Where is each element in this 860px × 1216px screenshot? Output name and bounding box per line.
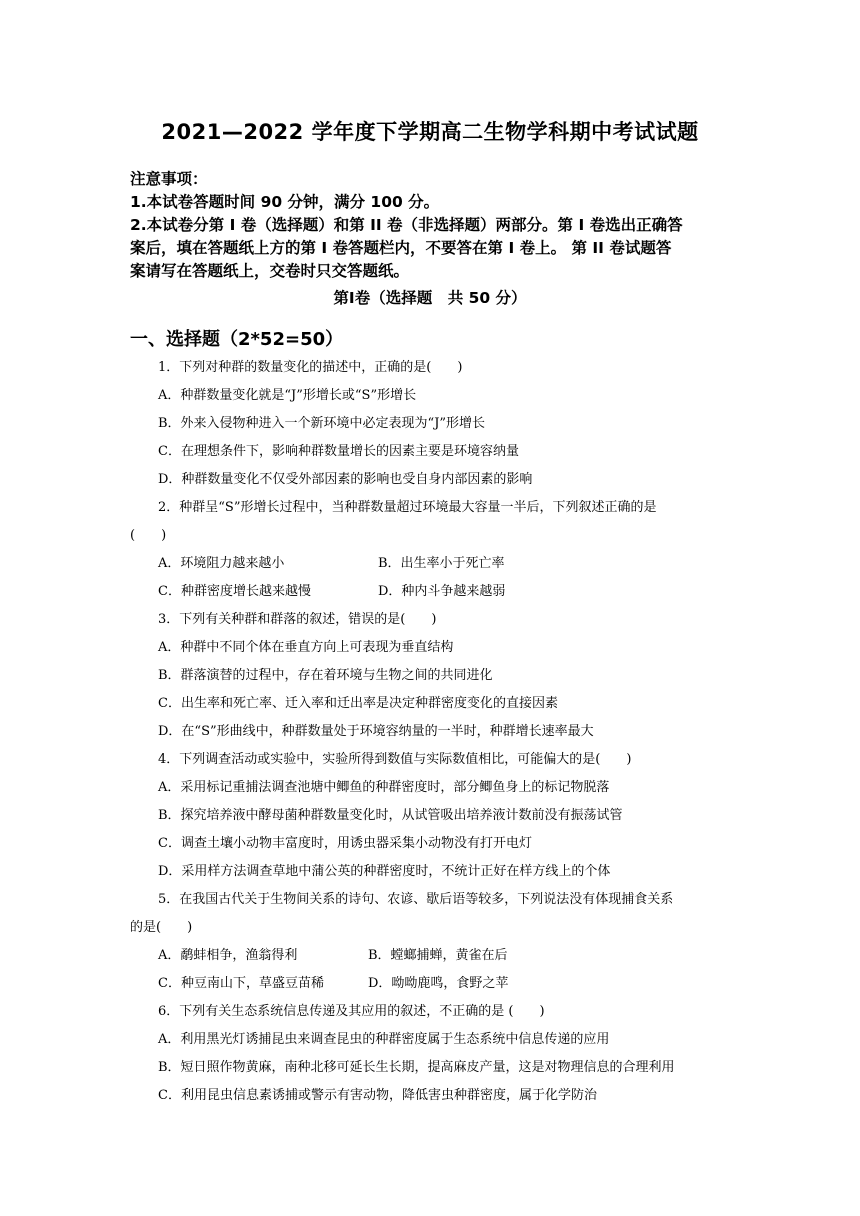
question-6-option-b: B．短日照作物黄麻，南种北移可延长生长期，提高麻皮产量，这是对物理信息的合理利用 (158, 1060, 675, 1075)
question-5-stem-line-2: 的是( ) (130, 920, 193, 935)
question-2-option-b: B．出生率小于死亡率 (378, 556, 505, 571)
question-1-option-a: A．种群数量变化就是“J”形增长或“S”形增长 (158, 388, 417, 403)
notice-heading: 注意事项： (130, 170, 208, 188)
part-heading: 一、选择题（2*52=50） (130, 329, 344, 350)
question-4-option-a: A．采用标记重捕法调查池塘中鲫鱼的种群密度时，部分鲫鱼身上的标记物脱落 (158, 780, 610, 795)
notice-item-1: 1.本试卷答题时间 90 分钟，满分 100 分。 (130, 193, 440, 211)
exam-title: 2021—2022 学年度下学期高二生物学科期中考试试题 (161, 120, 699, 144)
question-2-option-a: A．环境阻力越来越小 (158, 556, 285, 571)
question-list (130, 354, 732, 1110)
question-6-stem: 6．下列有关生态系统信息传递及其应用的叙述，不正确的是 ( ) (158, 1004, 545, 1019)
question-6-option-a: A．利用黑光灯诱捕昆虫来调查昆虫的种群密度属于生态系统中信息传递的应用 (158, 1032, 610, 1047)
question-5-option-b: B．螳螂捕蝉，黄雀在后 (368, 948, 508, 963)
question-2-option-c: C．种群密度增长越来越慢 (158, 584, 311, 599)
notice-block (130, 168, 730, 283)
notice-item-2-line-2: 案后，填在答题纸上方的第 I 卷答题栏内，不要答在第 I 卷上。 第 II 卷试题答 (130, 239, 672, 257)
question-2-options-row-1 (130, 550, 732, 578)
section-title: 第Ⅰ卷（选择题 共 50 分） (333, 289, 527, 307)
question-5-options-row-1 (130, 942, 732, 970)
question-2-stem-line-2: ( ) (130, 528, 167, 543)
question-3-stem: 3．下列有关种群和群落的叙述，错误的是( ) (158, 612, 437, 627)
question-5-option-c: C．种豆南山下，草盛豆苗稀 (158, 976, 324, 991)
question-5-option-a: A．鹬蚌相争，渔翁得利 (158, 948, 298, 963)
question-2-options-row-2 (130, 578, 732, 606)
question-2-option-d: D．种内斗争越来越弱 (378, 584, 506, 599)
question-4-option-d: D．采用样方法调查草地中蒲公英的种群密度时，不统计正好在样方线上的个体 (158, 864, 611, 879)
question-5-options-row-2 (130, 970, 732, 998)
question-1-option-d: D．种群数量变化不仅受外部因素的影响也受自身内部因素的影响 (158, 472, 533, 487)
question-1-option-b: B．外来入侵物种进入一个新环境中必定表现为“J”形增长 (158, 416, 486, 431)
question-4-option-b: B．探究培养液中酵母菌种群数量变化时，从试管吸出培养液计数前没有振荡试管 (158, 808, 623, 823)
question-3-option-d: D．在“S”形曲线中，种群数量处于环境容纳量的一半时，种群增长速率最大 (158, 724, 594, 739)
question-5-option-d: D．呦呦鹿鸣，食野之苹 (368, 976, 509, 991)
question-3-option-a: A．种群中不同个体在垂直方向上可表现为垂直结构 (158, 640, 454, 655)
question-2-stem-line-1: 2．种群呈“S”形增长过程中，当种群数量超过环境最大容量一半后，下列叙述正确的是 (158, 500, 657, 515)
notice-item-2-line-3: 案请写在答题纸上，交卷时只交答题纸。 (130, 262, 410, 280)
question-6-option-c: C．利用昆虫信息素诱捕或警示有害动物，降低害虫种群密度，属于化学防治 (158, 1088, 597, 1103)
question-3-option-c: C．出生率和死亡率、迁入率和迁出率是决定种群密度变化的直接因素 (158, 696, 558, 711)
question-3-option-b: B．群落演替的过程中，存在着环境与生物之间的共同进化 (158, 668, 493, 683)
notice-item-2-line-1: 2.本试卷分第 I 卷（选择题）和第 II 卷（非选择题）两部分。第 I 卷选出正确答 (130, 216, 683, 234)
question-1-option-c: C．在理想条件下，影响种群数量增长的因素主要是环境容纳量 (158, 444, 519, 459)
question-4-option-c: C．调查土壤小动物丰富度时，用诱虫器采集小动物没有打开电灯 (158, 836, 532, 851)
question-4-stem: 4．下列调查活动或实验中，实验所得到数值与实际数值相比，可能偏大的是( ) (158, 752, 632, 767)
question-1-stem: 1．下列对种群的数量变化的描述中，正确的是( ) (158, 360, 463, 375)
question-5-stem-line-1: 5．在我国古代关于生物间关系的诗句、农谚、歇后语等较多，下列说法没有体现捕食关系 (158, 892, 674, 907)
